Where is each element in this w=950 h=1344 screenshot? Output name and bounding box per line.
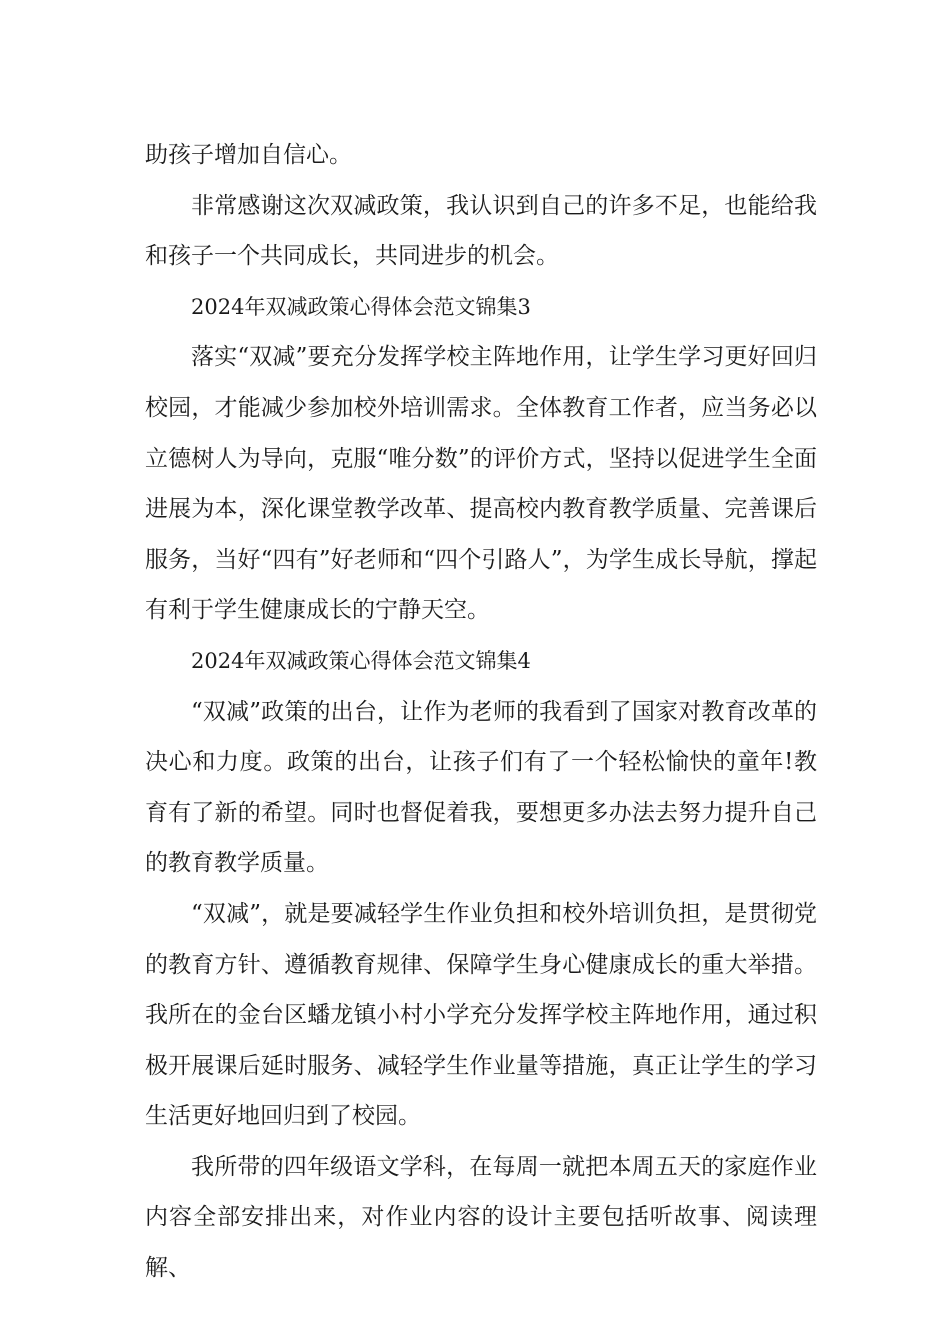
section-heading-3: 2024年双减政策心得体会范文锦集3 [191,294,531,319]
paragraph-6: 我所带的四年级语文学科，在每周一就把本周五天的家庭作业内容全部安排出来，对作业内容的设计主要包括听故事、阅读理解、 [145,1153,817,1282]
document-body [145,130,817,1294]
paragraph-3: 落实“双减”要充分发挥学校主阵地作用，让学生学习更好回归校园，才能减少参加校外培训需求。全体教育工作者，应当务必以立德树人为导向，克服“唯分数”的评价方式，坚持以促进学生全面进展为本，深化课堂教学改革、提高校内教育教学质量、完善课后服务，当好“四有”好老师和“四个引路人”，为学生成长导航，撑起有利于学生健康成长的宁静天空。 [145,344,817,624]
paragraph-4: “双减”政策的出台，让作为老师的我看到了国家对教育改革的决心和力度。政策的出台，让孩子们有了一个轻松愉快的童年!教育有了新的希望。同时也督促着我，要想更多办法去努力提升自己的教育教学质量。 [145,698,817,877]
paragraph-2: 非常感谢这次双减政策，我认识到自己的许多不足，也能给我和孩子一个共同成长，共同进步的机会。 [145,192,817,270]
section-heading-4: 2024年双减政策心得体会范文锦集4 [191,648,531,673]
paragraph-1: 助孩子增加自信心。 [145,142,352,168]
paragraph-5: “双减”，就是要减轻学生作业负担和校外培训负担，是贯彻党的教育方针、遵循教育规律、保障学生身心健康成长的重大举措。我所在的金台区蟠龙镇小村小学充分发挥学校主阵地作用，通过积极开展课后延时服务、减轻学生作业量等措施，真正让学生的学习生活更好地回归到了校园。 [145,900,817,1130]
